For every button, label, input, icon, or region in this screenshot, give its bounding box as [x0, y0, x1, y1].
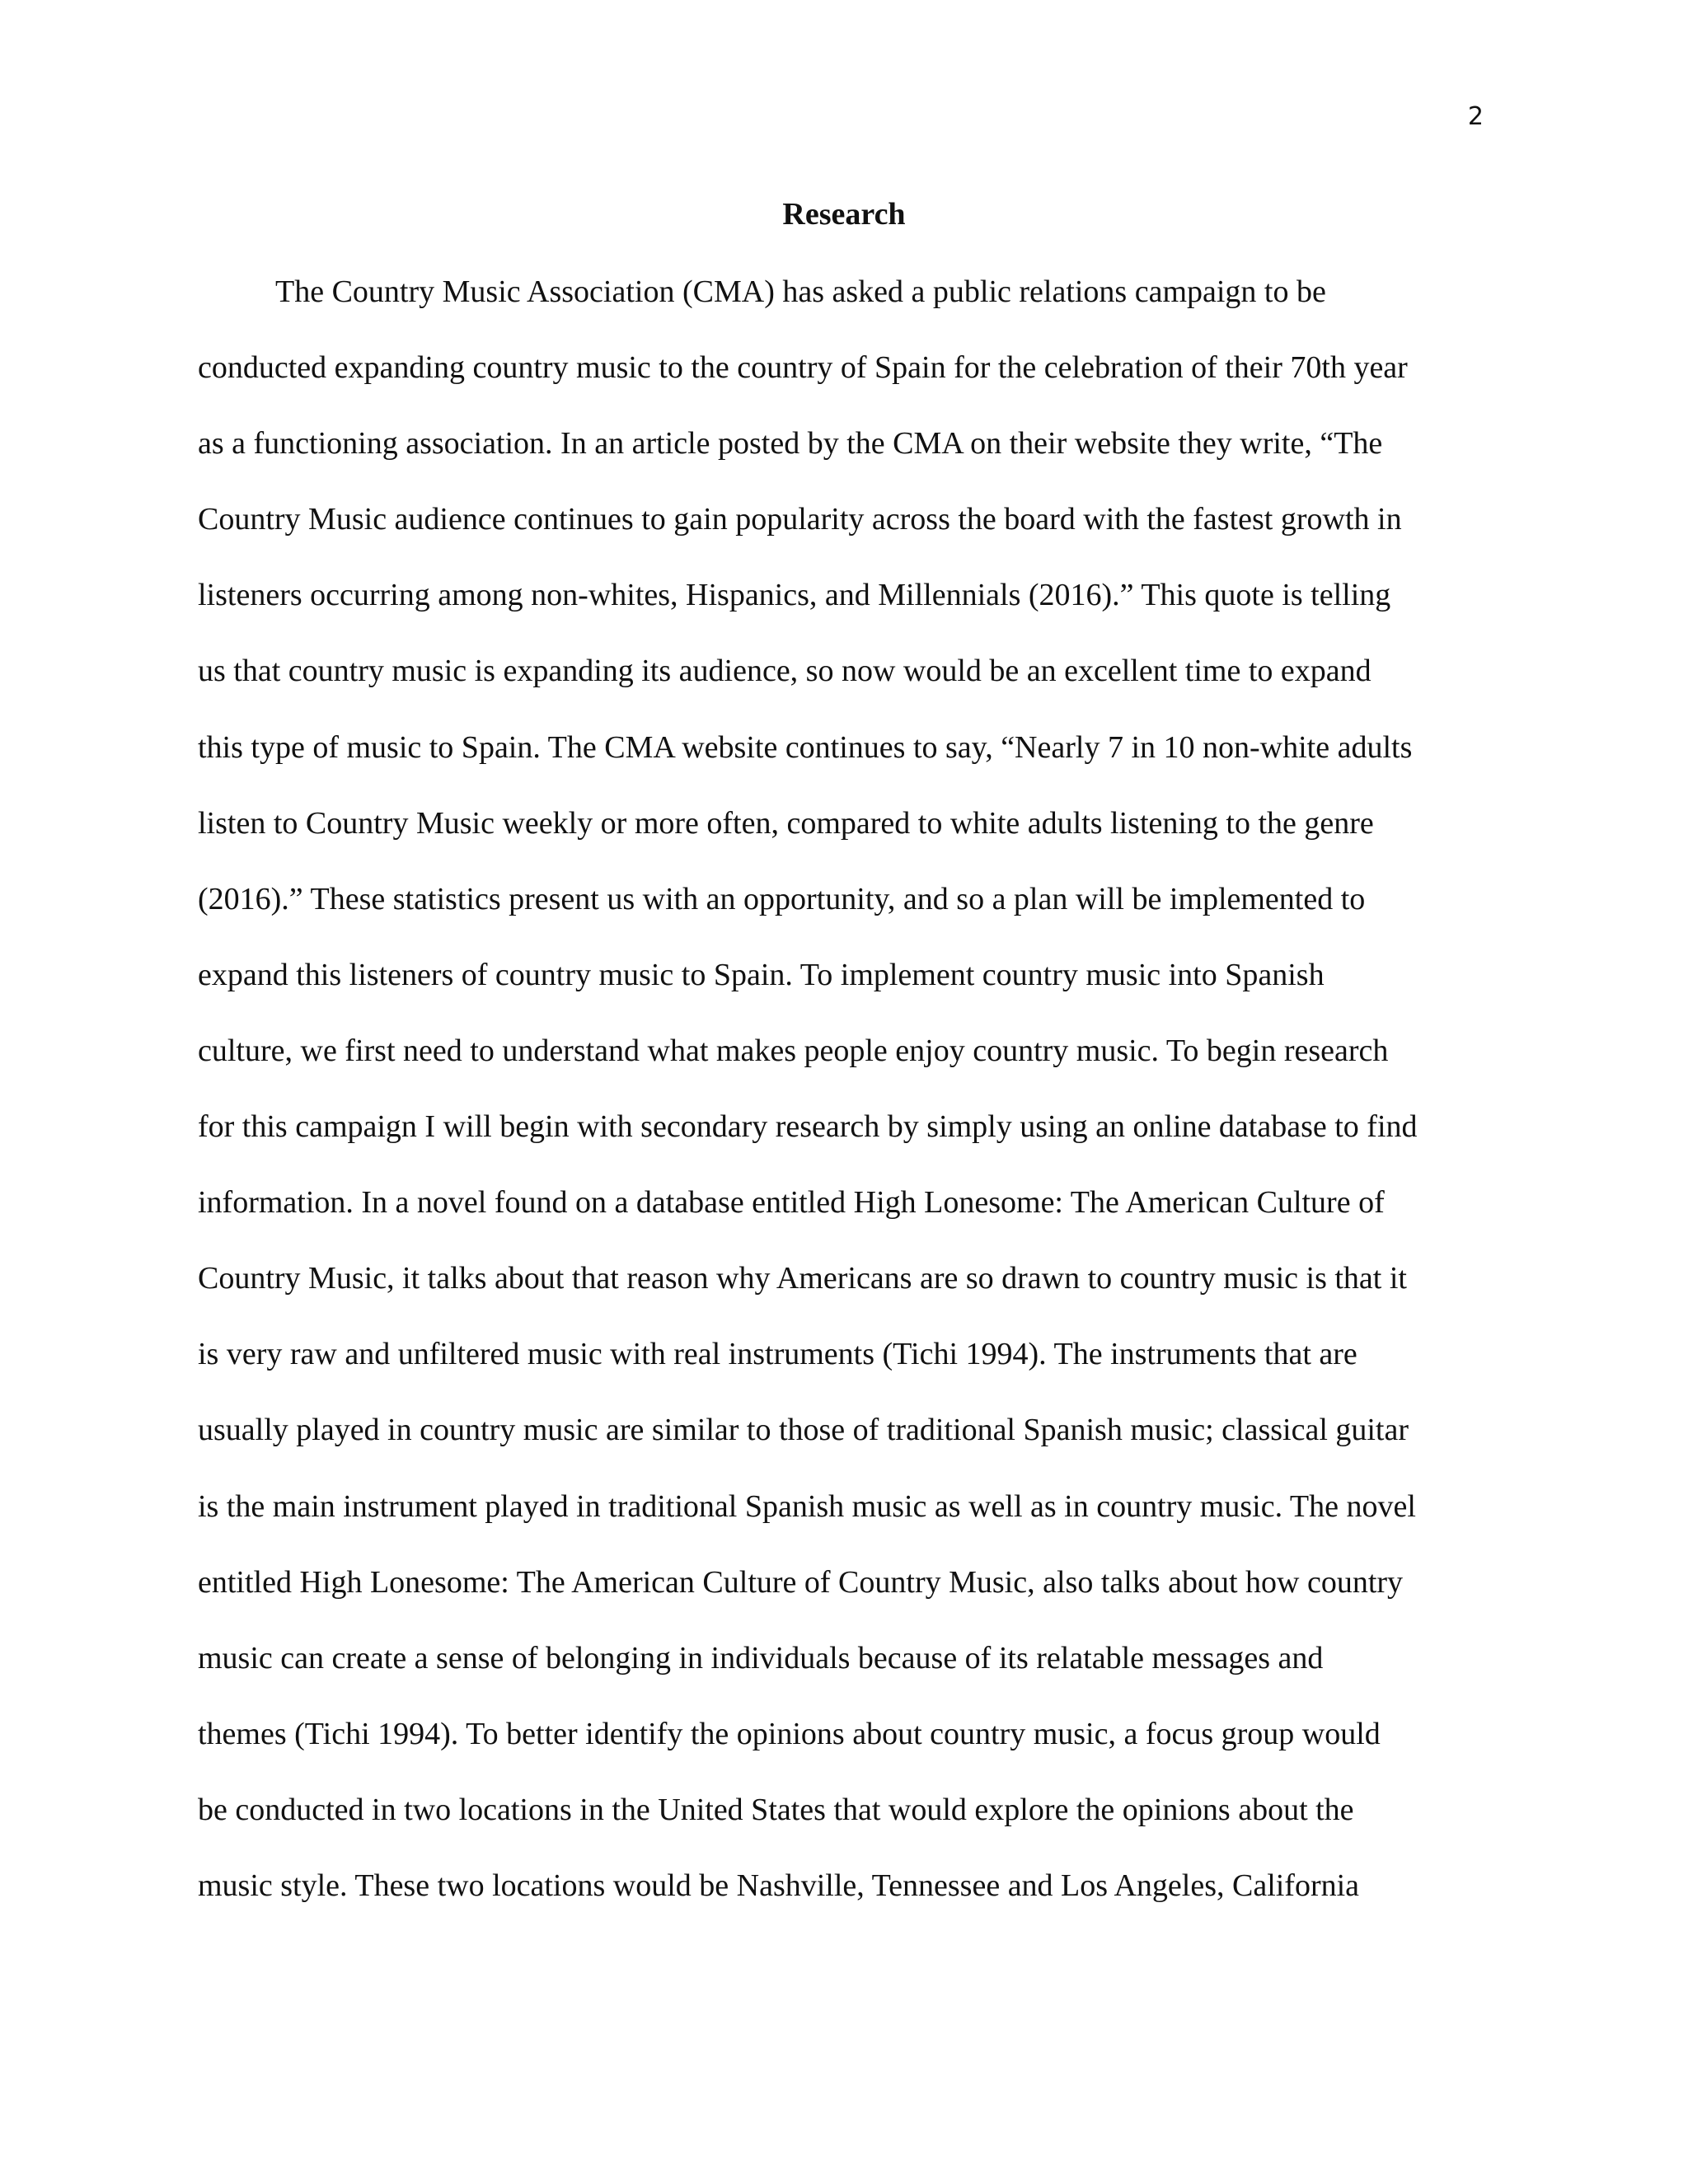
paragraph-line: us that country music is expanding its audience, so now would be an excellent time to expand [198, 654, 1372, 689]
paragraph-line: music style. These two locations would be Nashville, Tennessee and Los Angeles, California [198, 1868, 1360, 1903]
paragraph-line: listeners occurring among non-whites, Hispanics, and Millennials (2016).” This quote is telling [198, 578, 1391, 613]
paragraph-line: culture, we first need to understand what makes people enjoy country music. To begin research [198, 1033, 1389, 1068]
paragraph-line: (2016).” These statistics present us with an opportunity, and so a plan will be implemented to [198, 881, 1366, 916]
page-number: 2 [1467, 102, 1484, 131]
paragraph-line: this type of music to Spain. The CMA website continues to say, “Nearly 7 in 10 non-white adults [198, 729, 1413, 765]
paragraph-line: listen to Country Music weekly or more often, compared to white adults listening to the genre [198, 805, 1374, 841]
paragraph-line: The Country Music Association (CMA) has asked a public relations campaign to be [275, 274, 1326, 309]
paragraph-line: music can create a sense of belonging in individuals because of its relatable messages and [198, 1640, 1324, 1675]
paragraph-line: Country Music audience continues to gain popularity across the board with the fastest growth in [198, 502, 1402, 537]
section-heading: Research [782, 197, 906, 232]
body-paragraph [198, 272, 1484, 1942]
paragraph-line: entitled High Lonesome: The American Culture of Country Music, also talks about how country [198, 1564, 1404, 1600]
paragraph-line: expand this listeners of country music to Spain. To implement country music into Spanish [198, 957, 1325, 992]
paragraph-line: is the main instrument played in traditional Spanish music as well as in country music. The novel [198, 1488, 1416, 1524]
paragraph-line: usually played in country music are similar to those of traditional Spanish music; classical guitar [198, 1413, 1409, 1448]
paragraph-line: is very raw and unfiltered music with real instruments (Tichi 1994). The instruments that are [198, 1337, 1357, 1372]
paragraph-line: Country Music, it talks about that reason why Americans are so drawn to country music is that it [198, 1261, 1407, 1296]
paragraph-line: information. In a novel found on a database entitled High Lonesome: The American Culture of [198, 1185, 1385, 1221]
paragraph-line: as a functioning association. In an article posted by the CMA on their website they write, “The [198, 426, 1383, 462]
paragraph-line: themes (Tichi 1994). To better identify the opinions about country music, a focus group would [198, 1716, 1381, 1751]
paragraph-line: for this campaign I will begin with secondary research by simply using an online database to find [198, 1109, 1418, 1145]
paragraph-line: be conducted in two locations in the United States that would explore the opinions about the [198, 1792, 1354, 1827]
paragraph-line: conducted expanding country music to the country of Spain for the celebration of their 70th year [198, 350, 1408, 386]
